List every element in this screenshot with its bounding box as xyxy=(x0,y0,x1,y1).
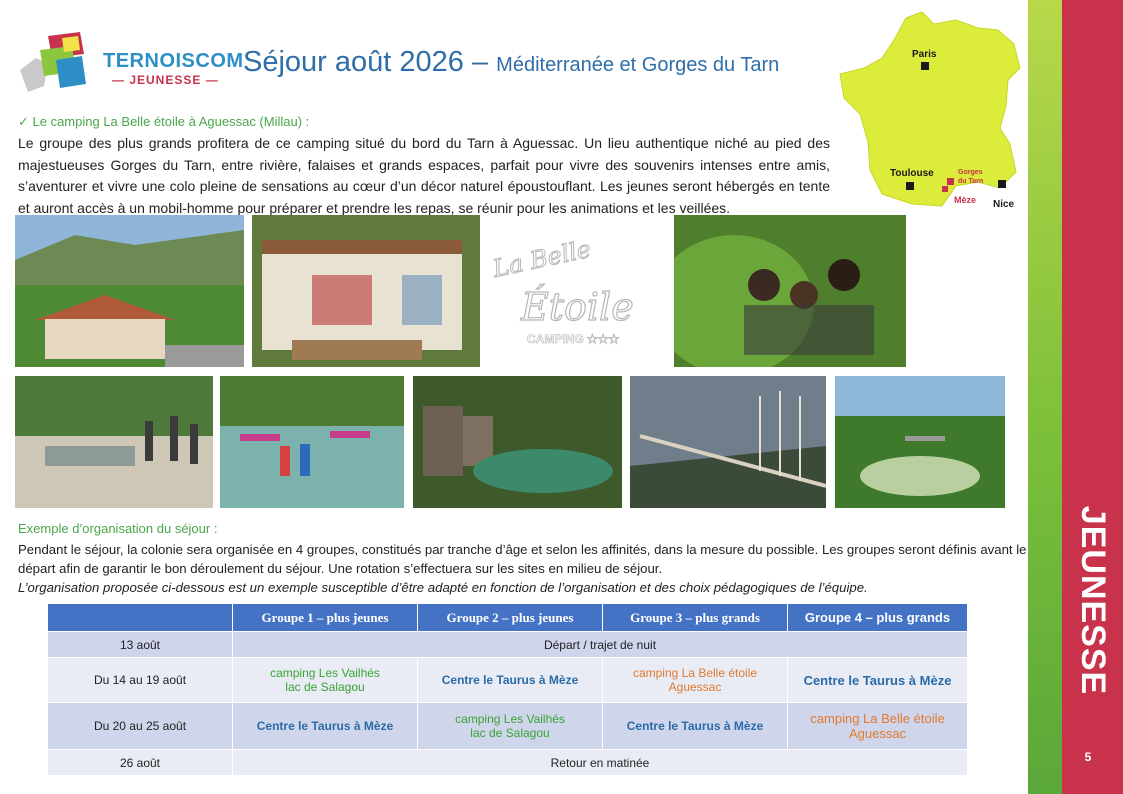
photo-mobile-home xyxy=(252,215,480,367)
table-cell-group-2: camping Les Vailhés lac de Salagou xyxy=(418,703,603,750)
table-cell-group-3: camping La Belle étoile Aguessac xyxy=(603,658,788,703)
table-cell-all: Retour en matinée xyxy=(233,750,968,776)
table-cell-group-3: Centre le Taurus à Mèze xyxy=(603,703,788,750)
side-label: JEUNESSE xyxy=(1074,505,1112,695)
photo-tarn-river xyxy=(835,376,1005,508)
photo-millau-viaduct xyxy=(630,376,826,508)
table-cell-all: Départ / trajet de nuit xyxy=(233,632,968,658)
logo-la-belle-etoile xyxy=(485,225,670,355)
table-header-date xyxy=(48,604,233,632)
schedule-table xyxy=(47,603,968,776)
organisation-note: L’organisation proposée ci-dessous est un exemple susceptible d’être adapté en fonction de l’organisation et des choix pédagogiques de l’équipe. xyxy=(18,580,868,595)
table-cell-group-4: camping La Belle étoile Aguessac xyxy=(788,703,968,750)
organisation-description xyxy=(18,540,1028,597)
table-header-group-2: Groupe 2 – plus jeunes xyxy=(418,604,603,632)
side-stripe-green xyxy=(1028,0,1062,794)
photo-ping-pong xyxy=(15,376,213,508)
table-cell-date: 13 août xyxy=(48,632,233,658)
table-header-row xyxy=(48,604,968,632)
page-subtitle: Méditerranée et Gorges du Tarn xyxy=(496,54,780,76)
map-label-toulouse: Toulouse xyxy=(890,168,934,179)
map-label-paris: Paris xyxy=(912,49,937,60)
page-title: Séjour août 2026 – Méditerranée et Gorges du Tarn xyxy=(243,46,780,78)
photo-canoe xyxy=(220,376,404,508)
logo-subtitle: — JEUNESSE — xyxy=(112,73,219,87)
photo-gorges-village xyxy=(413,376,622,508)
map-label-gorges-1: Gorges xyxy=(958,169,983,176)
brand-la-belle: La Belle xyxy=(490,234,594,283)
table-cell-group-1: camping Les Vailhés lac de Salagou xyxy=(233,658,418,703)
camping-description: Le groupe des plus grands profitera de ce camping situé du bord du Tarn à Aguessac. Un lieu authentique niché au pied des majestueuses Gorges du Tarn, entre rivière, falaises et grands espaces, parfait pour vivre des souvenirs intenses entre amis, s’aventurer et vivre une colo pleine de sensations au cœur d’un décor naturel époustouflant. Les jeunes seront hébergés en tente et auront accès à un mobil-homme pour préparer et prendre les repas, se réunir pour les animations et les veillées. xyxy=(18,135,830,216)
table-cell-group-2: Centre le Taurus à Mèze xyxy=(418,658,603,703)
map-label-nice: Nice xyxy=(993,199,1015,210)
france-map xyxy=(838,10,1028,215)
brand-camping: CAMPING ★★★ xyxy=(527,332,620,346)
camping-heading: ✓ Le camping La Belle étoile à Aguessac (Millau) : xyxy=(18,114,310,129)
table-header-group-4: Groupe 4 – plus grands xyxy=(788,604,968,632)
page-number: 5 xyxy=(1084,750,1092,764)
table-row xyxy=(48,750,968,776)
map-label-meze: Mèze xyxy=(954,195,977,205)
photo-camping-reception xyxy=(15,215,244,367)
table-cell-group-4: Centre le Taurus à Mèze xyxy=(788,658,968,703)
table-cell-group-1: Centre le Taurus à Mèze xyxy=(233,703,418,750)
photo-kids-tent xyxy=(674,215,906,367)
table-header-group-1: Groupe 1 – plus jeunes xyxy=(233,604,418,632)
table-row xyxy=(48,703,968,750)
table-cell-date: Du 14 au 19 août xyxy=(48,658,233,703)
table-row xyxy=(48,658,968,703)
brand-etoile: Étoile xyxy=(521,285,634,329)
logo-name: TERNOISCOM xyxy=(103,50,244,72)
map-label-gorges-2: du Tarn xyxy=(958,178,984,185)
table-cell-date: Du 20 au 25 août xyxy=(48,703,233,750)
table-header-group-3: Groupe 3 – plus grands xyxy=(603,604,788,632)
table-row xyxy=(48,632,968,658)
organisation-heading: Exemple d’organisation du séjour : xyxy=(18,521,218,536)
organisation-text: Pendant le séjour, la colonie sera organisée en 4 groupes, constitués par tranche d’âge et selon les affinités, dans la mesure du possible. Les groupes seront définis avant le départ afin de garantir le bon déroulement du séjour. Une rotation s’effectuera sur les sites en milieu de séjour. xyxy=(18,542,1027,576)
table-cell-date: 26 août xyxy=(48,750,233,776)
